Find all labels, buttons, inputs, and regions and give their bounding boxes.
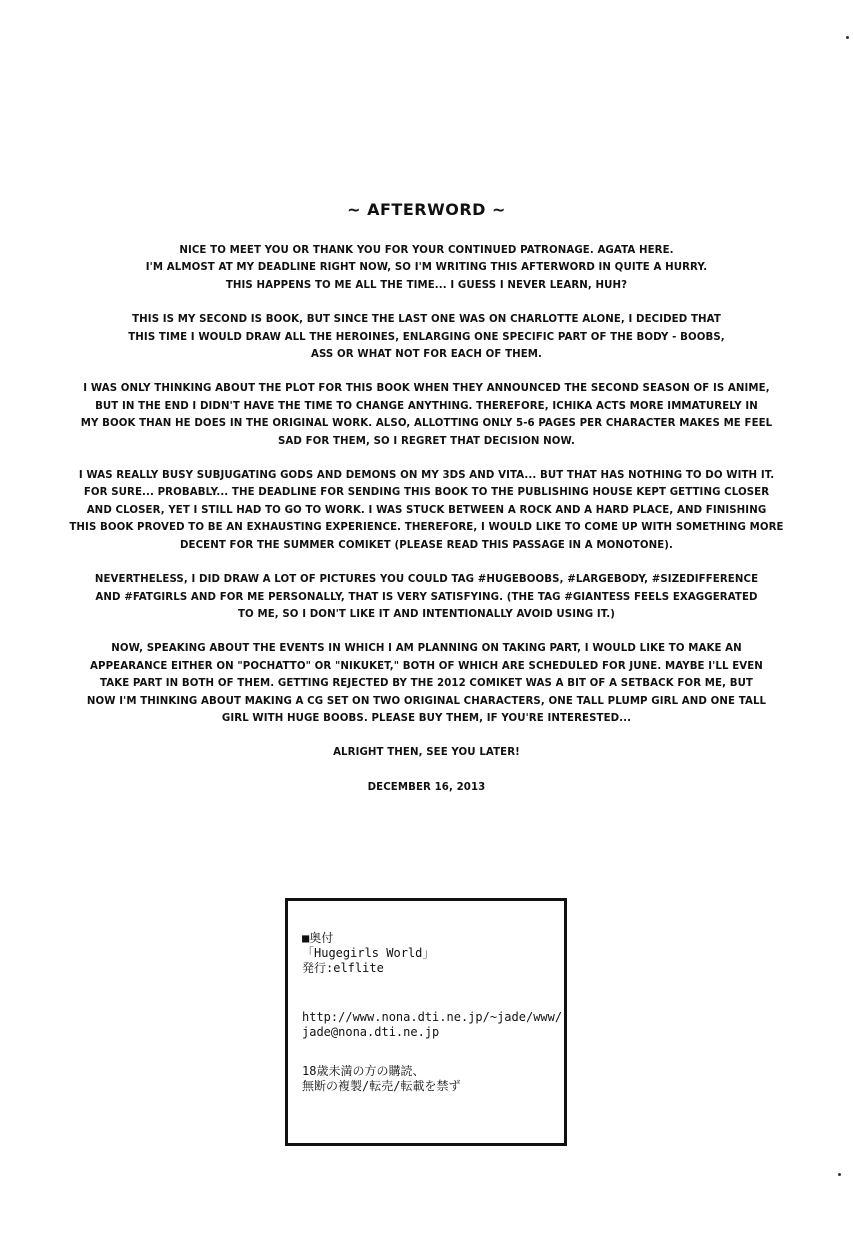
- colophon-notice-line-1: 18歳未満の方の購読、: [302, 1064, 425, 1078]
- afterword-line: SAD FOR THEM, SO I REGRET THAT DECISION NOW.: [277, 435, 576, 447]
- afterword-paragraph: [60, 779, 793, 796]
- afterword-paragraph: [60, 744, 793, 761]
- colophon-heading: ■奥付: [302, 931, 334, 945]
- colophon-book-title: 「Hugegirls World」: [302, 946, 435, 960]
- afterword-line: NOW, SPEAKING ABOUT THE EVENTS IN WHICH I AM PLANNING ON TAKING PART, I WOULD LIKE TO MAKE AN: [111, 643, 742, 655]
- afterword-line: AND #FATGIRLS AND FOR ME PERSONALLY, THAT IS VERY SATISFYING. (THE TAG #GIANTESS FEELS EXAGGERATED: [95, 591, 758, 603]
- afterword-paragraph: [60, 311, 793, 363]
- afterword-line: NOW I'M THINKING ABOUT MAKING A CG SET ON TWO ORIGINAL CHARACTERS, ONE TALL PLUMP GIRL AND ONE TALL: [86, 695, 767, 707]
- afterword-line: DECENT FOR THE SUMMER COMIKET (PLEASE READ THIS PASSAGE IN A MONOTONE).: [179, 539, 674, 551]
- afterword-paragraph: [60, 640, 793, 727]
- scan-speck: [846, 36, 849, 39]
- colophon-header-block: [302, 931, 550, 976]
- colophon-contact-block: [302, 1010, 563, 1040]
- afterword-title: ~ AFTERWORD ~: [347, 200, 506, 219]
- colophon-email: jade@nona.dti.ne.jp: [302, 1025, 440, 1039]
- afterword-line: GIRL WITH HUGE BOOBS. PLEASE BUY THEM, IF YOU'RE INTERESTED...: [221, 712, 632, 724]
- colophon-notice-block: [302, 1064, 550, 1094]
- afterword-line: TAKE PART IN BOTH OF THEM. GETTING REJECTED BY THE 2012 COMIKET WAS A BIT OF A SETBACK FOR ME, BUT: [99, 678, 753, 690]
- scan-speck: [838, 1173, 841, 1176]
- afterword-line: THIS TIME I WOULD DRAW ALL THE HEROINES, ENLARGING ONE SPECIFIC PART OF THE BODY - BOOBS,: [128, 331, 725, 343]
- afterword-line: DECEMBER 16, 2013: [367, 781, 486, 793]
- afterword-paragraph: [60, 380, 793, 450]
- colophon-box: [285, 898, 567, 1146]
- afterword-line: I'M ALMOST AT MY DEADLINE RIGHT NOW, SO I'M WRITING THIS AFTERWORD IN QUITE A HURRY.: [145, 262, 708, 274]
- afterword-paragraph: [60, 467, 793, 554]
- afterword-line: NICE TO MEET YOU OR THANK YOU FOR YOUR CONTINUED PATRONAGE. AGATA HERE.: [179, 245, 674, 256]
- afterword-line: BUT IN THE END I DIDN'T HAVE THE TIME TO CHANGE ANYTHING. THEREFORE, ICHIKA ACTS MORE IMMATURELY IN: [95, 400, 758, 412]
- colophon-url: http://www.nona.dti.ne.jp/~jade/www/: [302, 1010, 563, 1024]
- afterword-section: [60, 198, 793, 813]
- afterword-line: APPEARANCE EITHER ON "POCHATTO" OR "NIKUKET," BOTH OF WHICH ARE SCHEDULED FOR JUNE. MAYBE I'LL EVEN: [90, 660, 763, 672]
- afterword-line: I WAS ONLY THINKING ABOUT THE PLOT FOR THIS BOOK WHEN THEY ANNOUNCED THE SECOND SEASON OF IS ANIME,: [83, 383, 770, 395]
- afterword-line: THIS IS MY SECOND IS BOOK, BUT SINCE THE LAST ONE WAS ON CHARLOTTE ALONE, I DECIDED THAT: [132, 314, 721, 326]
- afterword-line: THIS HAPPENS TO ME ALL THE TIME... I GUESS I NEVER LEARN, HUH?: [225, 279, 628, 291]
- colophon-publisher: 発行:elflite: [302, 961, 384, 975]
- afterword-line: ASS OR WHAT NOT FOR EACH OF THEM.: [310, 349, 543, 361]
- afterword-body: [60, 242, 793, 796]
- afterword-line: TO ME, SO I DON'T LIKE IT AND INTENTIONALLY AVOID USING IT.): [238, 608, 615, 620]
- afterword-line: NEVERTHELESS, I DID DRAW A LOT OF PICTURES YOU COULD TAG #HUGEBOOBS, #LARGEBODY, #SIZEDIFFERENCE: [94, 574, 759, 586]
- afterword-line: THIS BOOK PROVED TO BE AN EXHAUSTING EXPERIENCE. THEREFORE, I WOULD LIKE TO COME UP WITH SOMETHING MORE: [69, 522, 784, 534]
- afterword-line: AND CLOSER, YET I STILL HAD TO GO TO WORK. I WAS STUCK BETWEEN A ROCK AND A HARD PLACE, AND FINISHING: [86, 504, 767, 516]
- afterword-line: ALRIGHT THEN, SEE YOU LATER!: [333, 747, 520, 759]
- afterword-line: FOR SURE... PROBABLY... THE DEADLINE FOR SENDING THIS BOOK TO THE PUBLISHING HOUSE KEPT GETTING CLOSER: [83, 487, 770, 499]
- afterword-paragraph: [60, 571, 793, 623]
- afterword-paragraph: [60, 242, 793, 294]
- afterword-line: I WAS REALLY BUSY SUBJUGATING GODS AND DEMONS ON MY 3DS AND VITA... BUT THAT HAS NOTHING TO DO WITH IT.: [78, 470, 775, 482]
- colophon-notice-line-2: 無断の複製/転売/転載を禁ず: [302, 1079, 461, 1093]
- afterword-line: MY BOOK THAN HE DOES IN THE ORIGINAL WORK. ALSO, ALLOTTING ONLY 5-6 PAGES PER CHARACTER MAKES ME FEEL: [80, 418, 773, 430]
